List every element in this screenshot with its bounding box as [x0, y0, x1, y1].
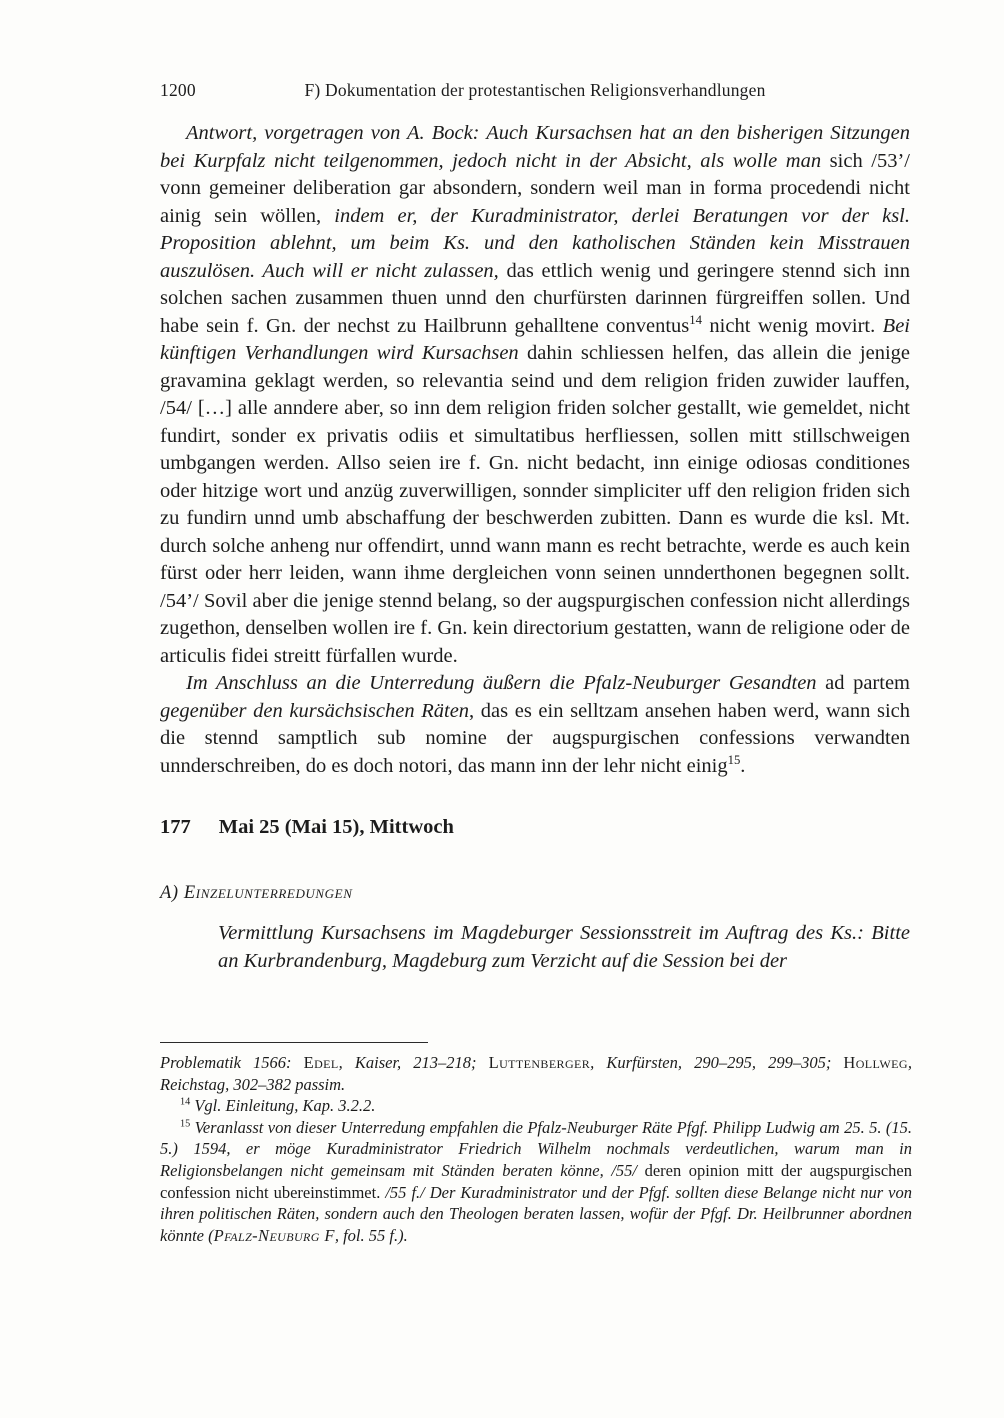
summary-paragraph: Vermittlung Kursachsens im Magdeburger Sessionsstreit im Auftrag des Ks.: Bitte an Kurbrandenburg, Magdeburg zum Verzicht auf die Session bei der	[218, 922, 910, 972]
paragraph-anschluss: Im Anschluss an die Unterredung äußern die Pfalz-Neuburger Gesandten ad partem gegenüber den kursächsischen Räten, das es ein selltzam ansehen haben werd, wann sich die stennd samptlich sub nomine der augspurgischen confessions verwandten unnderschreiben, do es doch notori, das mann inn der lehr nicht einig$^{15}$.	[160, 672, 911, 777]
footnote-15: $^{15}$ Veranlasst von dieser Unterredung empfahlen die Pfalz-Neuburger Räte Pfgf. Philipp Ludwig am 25. 5. (15. 5.) 1594, er möge Kuradministrator Friedrich Wilhelm nochmals verdeutlichen, warum man in Religionsbelangen nicht gemeinsam mit Ständen beraten könne, /55/ deren opinion mitt der augspurgischen confession nicht ubereinstimmet. /55 f./ Der Kuradministrator und der Pfgf. sollten diese Belange nicht nur von ihren politischen Räten, sondern auch den Theologen beraten lassen, wofür der Pfgf. Dr. Heilbrunner abordnen könnte (Pfalz-Neuburg F, fol. 55 f.).	[160, 1117, 912, 1245]
subsection-heading: A) Einzelunterredungen	[160, 882, 353, 903]
footnote-separator-rule	[160, 1042, 428, 1043]
footnote-14: $^{14}$ Vgl. Einleitung, Kap. 3.2.2.	[180, 1096, 376, 1116]
footnotes-block	[160, 1042, 912, 1246]
section-number: 177	[160, 816, 191, 838]
page-header	[160, 80, 910, 106]
paragraph-antwort: Antwort, vorgetragen von A. Bock: Auch Kursachsen hat an den bisherigen Sitzungen bei Kurpfalz nicht teilgenommen, jedoch nicht in der Absicht, als wolle man sich /53’/ vonn gemeiner deliberation gar absondern, sondern weil man in forma procedendi nicht ainig sein wöllen, indem er, der Kuradministrator, derlei Beratungen vor der ksl. Proposition ablehnt, um beim Ks. und den katholischen Ständen kein Misstrauen auszulösen. Auch will er nicht zulassen, das ettlich wenig und geringere stennd sich inn solchen sachen zusammen thuen unnd den churfürsten darinnen fürgreiffen sollen. Und habe sein f. Gn. der nechst zu Hailbrunn gehalltene conventus$^{14}$ nicht wenig movirt. Bei künftigen Verhandlungen wird Kursachsen dahin schliessen helfen, das allein die jenige gravamina geklagt werden, so relevantia seind und dem religion friden zuwider lauffen, /54/ […] alle anndere aber, so inn dem religion friden solcher gestallt, wie gemeldet, nicht fundirt, sonder ex privatis odiis et simultatibus herfliessen, sollen mitt stillschweigen umbgangen werden. Allso seien ire f. Gn. nicht bedacht, inn einige odiosas conditiones oder hitzige wort und anzüg zuverwilligen, sonnder simpliciter uff den religion friden sich zu fundirn unnd umb abschaffung der beschwerden zubitten. Dann es wurde die ksl. Mt. durch solche anheng nur offendirt, unnd wann mann es recht betrachte, werde es auch kein fürst oder herr leiden, wann ihme dergleichen vonn seinen unnderthonen begegnen sollt. /54’/ Sovil aber die jenige stennd belang, so der augspurgischen confession nicht allerdings zugethon, denselben wollen ire f. Gn. kein directorium gestatten, wann de religione oder de articulis fidei streitt fürfallen wurde.	[160, 122, 911, 667]
section-title: Mai 25 (Mai 15), Mittwoch	[218, 816, 454, 838]
main-text	[160, 120, 910, 975]
footnote-continuation: Problematik 1566: Edel, Kaiser, 213–218; Luttenberger, Kurfürsten, 290–295, 299–305; Hollweg, Reichstag, 302–382 passim.	[160, 1053, 913, 1094]
running-title: F) Dokumentation der protestantischen Religionsverhandlungen	[304, 80, 766, 100]
page-number: 1200	[160, 80, 196, 100]
section-heading	[160, 814, 910, 842]
